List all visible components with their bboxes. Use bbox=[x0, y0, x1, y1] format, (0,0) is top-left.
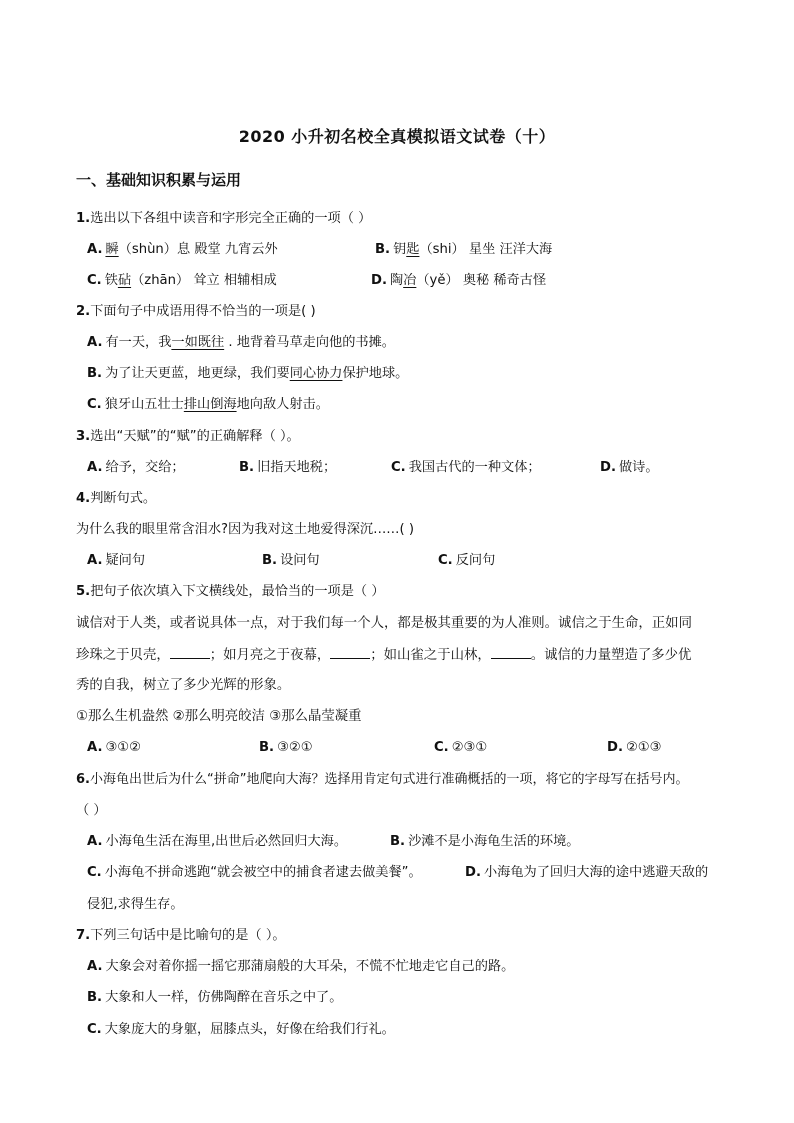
question-stem: 判断句式。 bbox=[90, 491, 157, 506]
option-text: （zhān） 耸立 相辅相成 bbox=[131, 273, 277, 288]
q5-option-a: A. ③①② bbox=[87, 740, 141, 755]
question-stem: 选出以下各组中读音和字形完全正确的一项（ ） bbox=[90, 211, 372, 226]
q2-option-a: A. 有一天，我一如既往 . 地背着马草走向他的书摊。 bbox=[87, 335, 395, 350]
question-stem: 选出“天赋”的“赋”的正确解释（ ）。 bbox=[90, 429, 300, 444]
question-number: 2. bbox=[76, 304, 91, 319]
idiom: 排山倒海 bbox=[183, 397, 237, 412]
question-1 bbox=[76, 209, 371, 229]
marked-char: 砧 bbox=[117, 273, 132, 288]
q2-option-b: B. 为了让天更蓝，地更绿，我们要同心协力保护地球。 bbox=[87, 366, 409, 381]
q5-option-d: D. ②①③ bbox=[607, 740, 662, 755]
q4-option-c: C. 反问句 bbox=[438, 553, 496, 568]
option-text: （shi） 星坐 汪洋大海 bbox=[419, 242, 553, 257]
question-number: 3. bbox=[76, 429, 91, 444]
q1-option-c: C. 铁砧（zhān） 耸立 相辅相成 bbox=[87, 273, 277, 288]
marked-char: 匙 bbox=[406, 242, 420, 257]
q3-option-b: B. 旧指天地税； bbox=[239, 460, 337, 475]
blank-3 bbox=[491, 645, 531, 659]
q6-option-a: A. 小海龟生活在海里,出世后必然回归大海。 bbox=[87, 834, 348, 849]
question-number: 6. bbox=[76, 772, 90, 787]
question-6 bbox=[76, 770, 688, 790]
question-4 bbox=[76, 489, 156, 509]
option-label: B. bbox=[87, 366, 103, 381]
option-text: （shùn）息 殿堂 九宵云外 bbox=[118, 242, 278, 257]
blank-1 bbox=[170, 645, 210, 659]
idiom: 同心协力 bbox=[289, 366, 343, 381]
question-number: 1. bbox=[76, 211, 91, 226]
q4-option-a: A. 疑问句 bbox=[87, 553, 146, 568]
q6-option-c: C. 小海龟不拼命逃跑“就会被空中的捕食者逮去做美餐”。 bbox=[87, 865, 422, 880]
idiom: 一如既往 bbox=[171, 335, 225, 350]
q7-option-a: A. 大象会对着你摇一摇它那蒲扇般的大耳朵，不慌不忙地走它自己的路。 bbox=[87, 959, 515, 974]
question-2 bbox=[76, 302, 316, 322]
q5-items: ①那么生机盎然 ②那么明亮皎洁 ③那么晶莹凝重 bbox=[76, 709, 362, 724]
option-label: A. bbox=[87, 335, 103, 350]
option-label: A. bbox=[87, 242, 103, 257]
question-stem: 下列三句话中是比喻句的是（ ）。 bbox=[90, 928, 286, 943]
q7-option-b: B. 大象和人一样，仿佛陶醉在音乐之中了。 bbox=[87, 990, 343, 1005]
question-number: 5. bbox=[76, 584, 91, 599]
q5-passage-line-1: 诚信对于人类，或者说具体一点，对于我们每一个人，都是极其重要的为人准则。诚信之于生命，正如同 bbox=[76, 616, 692, 631]
q4-option-b: B. 设问句 bbox=[262, 553, 320, 568]
q5-option-c: C. ②③① bbox=[434, 740, 488, 755]
q5-options bbox=[87, 738, 707, 758]
option-label: D. bbox=[371, 273, 387, 288]
question-5 bbox=[76, 582, 385, 602]
section-heading: 一、基础知识积累与运用 bbox=[76, 171, 242, 189]
q6-answer-paren: （ ） bbox=[76, 803, 107, 818]
q3-option-a: A. 给予，交给； bbox=[87, 460, 185, 475]
option-label: C. bbox=[87, 273, 102, 288]
q3-option-c: C. 我国古代的一种文体； bbox=[391, 460, 541, 475]
page-title: 2020 小升初名校全真模拟语文试卷（十） bbox=[238, 127, 556, 146]
q6-option-d-continued: 侵犯,求得生存。 bbox=[87, 897, 184, 912]
q6-option-d: D. 小海龟为了回归大海的途中逃避天敌的 bbox=[465, 865, 709, 880]
q7-option-c: C. 大象庞大的身躯，屈膝点头，好像在给我们行礼。 bbox=[87, 1022, 395, 1037]
question-7 bbox=[76, 926, 286, 946]
question-stem: 小海龟出世后为什么“拼命”地爬向大海？选择用肯定句式进行准确概括的一项，将它的字母写在括号内。 bbox=[89, 772, 689, 787]
q3-option-d: D. 做诗。 bbox=[600, 460, 659, 475]
q5-passage-line-2: 珍珠之于贝壳， ；如月亮之于夜幕， ；如山雀之于山林， 。诚信的力量塑造了多少优 bbox=[76, 645, 691, 666]
q3-options bbox=[87, 458, 727, 478]
q1-option-b: B. 钥匙（shi） 星坐 汪洋大海 bbox=[375, 242, 553, 257]
question-3 bbox=[76, 427, 300, 447]
marked-char: 瞬 bbox=[105, 242, 119, 257]
q2-option-c: C. 狼牙山五壮士排山倒海地向敌人射击。 bbox=[87, 397, 329, 412]
q1-option-a bbox=[87, 240, 278, 260]
q4-sentence: 为什么我的眼里常含泪水?因为我对这土地爱得深沉……( ) bbox=[76, 522, 414, 537]
q6-option-b: B. 沙滩不是小海龟生活的环境。 bbox=[390, 834, 580, 849]
q4-options bbox=[87, 551, 587, 571]
question-stem: 下面句子中成语用得不恰当的一项是( ) bbox=[90, 304, 316, 319]
question-number: 4. bbox=[76, 491, 91, 506]
q1-option-d: D. 陶冶（yě） 奥秘 稀奇古怪 bbox=[371, 273, 547, 288]
option-label: C. bbox=[87, 397, 102, 412]
option-text: （yě） 奥秘 稀奇古怪 bbox=[416, 273, 547, 288]
question-stem: 把句子依次填入下文横线处，最恰当的一项是（ ） bbox=[90, 584, 385, 599]
q5-option-b: B. ③②① bbox=[259, 740, 313, 755]
question-number: 7. bbox=[76, 928, 91, 943]
marked-char: 冶 bbox=[403, 273, 417, 288]
option-label: B. bbox=[375, 242, 391, 257]
blank-2 bbox=[330, 645, 370, 659]
q5-passage-line-3: 秀的自我，树立了多少光辉的形象。 bbox=[76, 678, 291, 693]
